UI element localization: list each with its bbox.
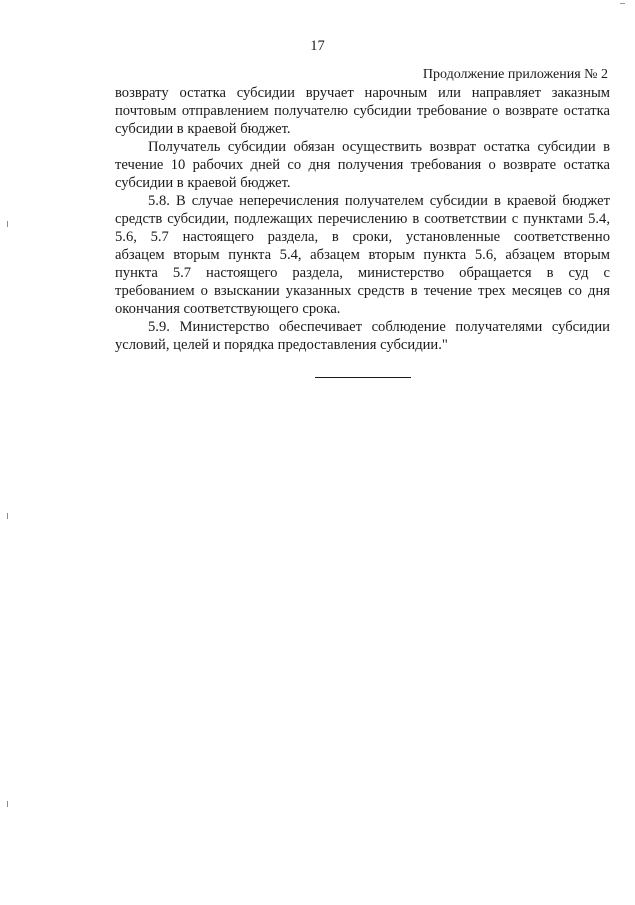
text-line: 5.9. Министерство обеспечивает соблюдение получателями субсидии: [148, 319, 610, 335]
paragraph: [115, 138, 610, 192]
text-line: средств субсидии, подлежащих перечислению в соответствии с пунктами 5.4,: [115, 211, 610, 227]
text-line: возврату остатка субсидии вручает нарочным или направляет заказным: [115, 85, 610, 101]
text-line: условий, целей и порядка предоставления субсидии.": [115, 337, 448, 353]
text-line: субсидии в краевой бюджет.: [115, 121, 291, 137]
margin-mark: [7, 513, 8, 519]
text-line: пункта 5.7 настоящего раздела, министерство обращается в суд с: [115, 265, 610, 281]
text-line: Получатель субсидии обязан осуществить возврат остатка субсидии в: [148, 139, 610, 155]
text-line: 5.6, 5.7 настоящего раздела, в сроки, установленные соответственно: [115, 229, 610, 245]
margin-mark: [7, 221, 8, 227]
text-line: абзацем вторым пункта 5.4, абзацем вторым пункта 5.6, абзацем вторым: [115, 247, 610, 263]
text-line: субсидии в краевой бюджет.: [115, 175, 291, 191]
document-body: [115, 84, 610, 354]
paragraph: [115, 84, 610, 138]
text-line: почтовым отправлением получателю субсидии требование о возврате остатка: [115, 103, 610, 119]
text-line: требованием о взыскании указанных средств в течение трех месяцев со дня: [115, 283, 610, 299]
text-line: 5.8. В случае неперечисления получателем субсидии в краевой бюджет: [148, 193, 610, 209]
paragraph: [115, 192, 610, 318]
paragraph: [115, 318, 610, 354]
page-number: 17: [310, 38, 325, 54]
corner-mark: [620, 3, 625, 4]
text-line: течение 10 рабочих дней со дня получения требования о возврате остатка: [115, 157, 610, 173]
text-line: окончания соответствующего срока.: [115, 301, 341, 317]
end-of-document-rule: [315, 377, 411, 378]
margin-mark: [7, 801, 8, 807]
appendix-continuation-label: Продолжение приложения № 2: [422, 67, 608, 82]
